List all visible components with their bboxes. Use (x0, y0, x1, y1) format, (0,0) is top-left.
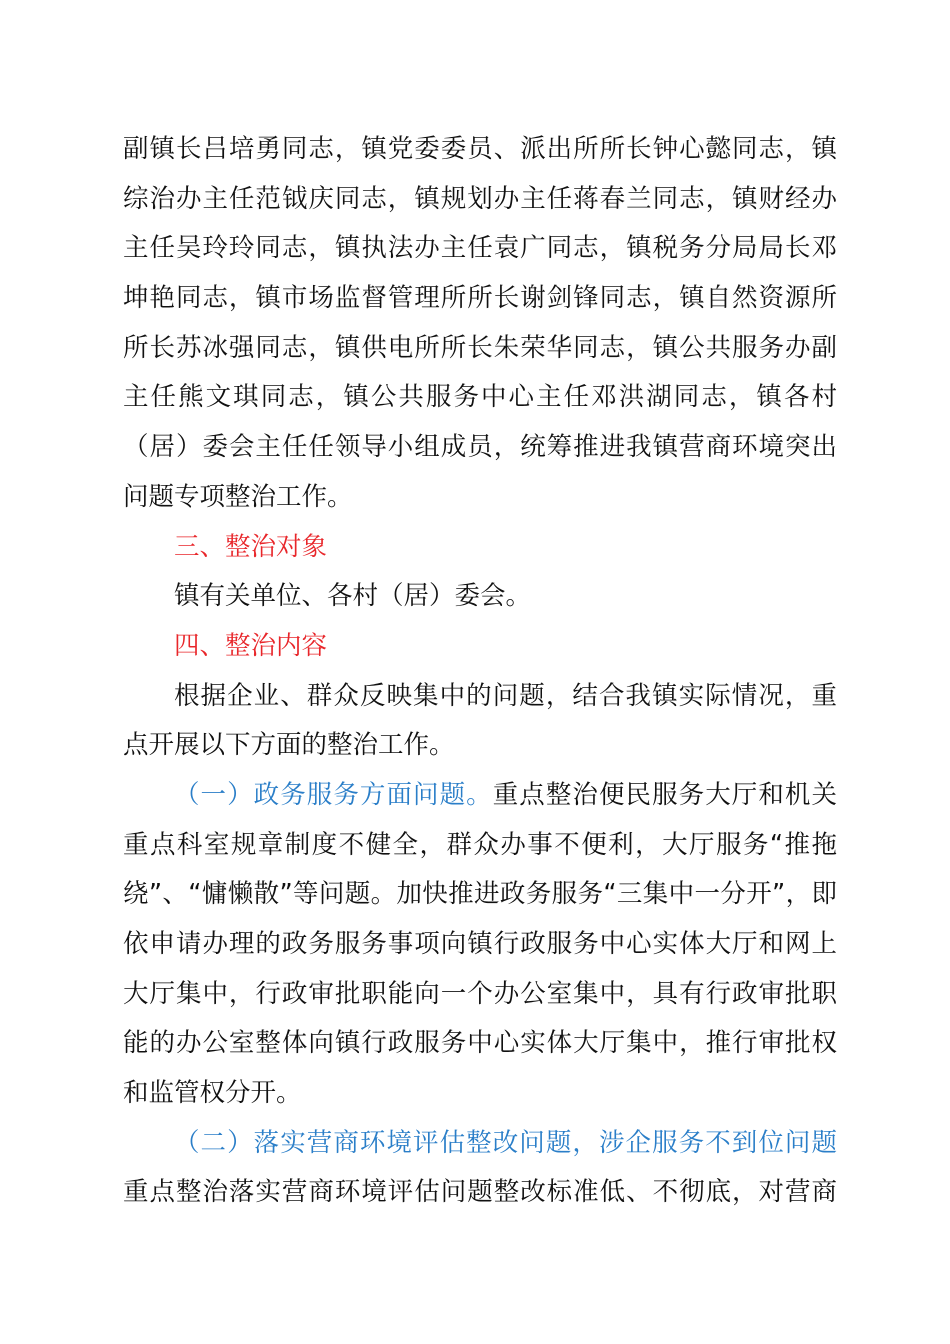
text-line: 主任吴玲玲同志，镇执法办主任袁广同志，镇税务分局局长邓 (123, 233, 837, 264)
text-line: 所长苏冰强同志，镇供电所所长朱荣华同志，镇公共服务办副 (123, 332, 837, 363)
paragraph-content-intro (123, 672, 837, 771)
text-line: 主任熊文琪同志，镇公共服务中心主任邓洪湖同志，镇各村 (123, 382, 837, 413)
text-line: 重点科室规章制度不健全，群众办事不便利，大厅服务“推拖 (123, 829, 837, 860)
item-title-government-services: （一）政务服务方面问题。 (174, 779, 493, 810)
text-line: 点开展以下方面的整治工作。 (123, 730, 455, 761)
text-line: 根据企业、群众反映集中的问题，结合我镇实际情况，重 (174, 680, 837, 711)
item-title-business-environment: （二）落实营商环境评估整改问题，涉企服务不到位问题 (174, 1127, 837, 1158)
section-heading-targets: 三、整治对象 (174, 531, 328, 562)
text-line: 综治办主任范钺庆同志，镇规划办主任蒋春兰同志，镇财经办 (123, 183, 837, 214)
paragraph-item-business-environment (123, 1119, 837, 1218)
text-line: 坤艳同志，镇市场监督管理所所长谢剑锋同志，镇自然资源所 (123, 283, 837, 314)
text-line: 重点整治落实营商环境评估问题整改标准低、不彻底，对营商 (123, 1177, 837, 1208)
text-line: 和监管权分开。 (123, 1078, 302, 1109)
text-line: 依申请办理的政务服务事项向镇行政服务中心实体大厅和网上 (123, 929, 837, 959)
paragraph-item-government-services (123, 771, 837, 1119)
paragraph-leading-group-members (123, 125, 837, 523)
text-line: 副镇长吕培勇同志，镇党委委员、派出所所长钟心懿同志，镇 (123, 134, 837, 164)
text-line: 大厅集中，行政审批职能向一个办公室集中，具有行政审批职 (123, 978, 837, 1009)
text-line: （居）委会主任任领导小组成员，统筹推进我镇营商环境突出 (123, 432, 837, 463)
item-text: 重点整治便民服务大厅和机关 (492, 779, 837, 810)
section-body-targets: 镇有关单位、各村（居）委会。 (174, 581, 532, 612)
text-line: 能的办公室整体向镇行政服务中心实体大厅集中，推行审批权 (123, 1028, 837, 1059)
document-page (123, 125, 837, 1218)
text-line: 绕”、“慵懒散”等问题。加快推进政务服务“三集中一分开”，即 (123, 879, 837, 910)
text-line (123, 771, 837, 821)
section-heading-content: 四、整治内容 (174, 630, 328, 661)
text-line: 问题专项整治工作。 (123, 481, 353, 512)
